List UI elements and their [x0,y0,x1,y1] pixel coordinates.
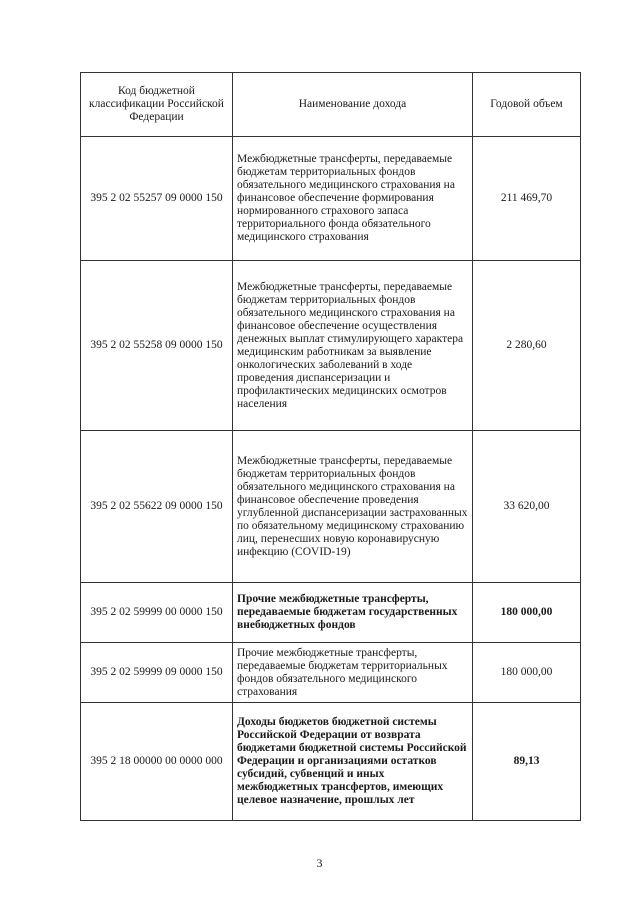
table-row [81,643,581,703]
row-code: 395 2 02 55622 09 0000 150 [81,431,233,583]
header-volume: Годовой объем [473,73,581,137]
header-code: Код бюджетной классификации Российской Федерации [81,73,233,137]
row-name: Прочие межбюджетные трансферты, передаваемые бюджетам государственных внебюджетных фондов [233,583,473,643]
revenue-table [80,72,581,821]
row-volume: 33 620,00 [473,431,581,583]
table-row [81,703,581,821]
row-code: 395 2 18 00000 00 0000 000 [81,703,233,821]
row-name: Доходы бюджетов бюджетной системы Российской Федерации от возврата бюджетами бюджетной системы Российской Федерации и организациями остатков субсидий, субвенций и иных межбюджетных трансфертов, имеющих целевое назначение, прошлых лет [233,703,473,821]
row-name: Межбюджетные трансферты, передаваемые бюджетам территориальных фондов обязательного медицинского страхования на финансовое обеспечение формирования нормированного страхового запаса территориального фонда обязательного медицинского страхования [233,137,473,261]
table-header-row [81,73,581,137]
row-name: Межбюджетные трансферты, передаваемые бюджетам территориальных фондов обязательного медицинского страхования на финансовое обеспечение осуществления денежных выплат стимулирующего характера медицинским работникам за выявление онкологических заболеваний в ходе проведения диспансеризации и профилактических медицинских осмотров населения [233,261,473,431]
row-code: 395 2 02 55258 09 0000 150 [81,261,233,431]
row-volume: 211 469,70 [473,137,581,261]
header-name: Наименование дохода [233,73,473,137]
row-volume: 2 280,60 [473,261,581,431]
table-row [81,261,581,431]
table-row [81,137,581,261]
row-code: 395 2 02 55257 09 0000 150 [81,137,233,261]
row-code: 395 2 02 59999 00 0000 150 [81,583,233,643]
row-volume: 180 000,00 [473,583,581,643]
row-code: 395 2 02 59999 09 0000 150 [81,643,233,703]
page-number: 3 [316,856,323,870]
row-name: Межбюджетные трансферты, передаваемые бюджетам территориальных фондов обязательного медицинского страхования на финансовое обеспечение проведения углубленной диспансеризации застрахованных по обязательному медицинскому страхованию лиц, перенесших новую коронавирусную инфекцию (COVID-19) [233,431,473,583]
row-volume: 89,13 [473,703,581,821]
row-volume: 180 000,00 [473,643,581,703]
row-name: Прочие межбюджетные трансферты, передаваемые бюджетам территориальных фондов обязательного медицинского страхования [233,643,473,703]
table-row [81,583,581,643]
table-row [81,431,581,583]
